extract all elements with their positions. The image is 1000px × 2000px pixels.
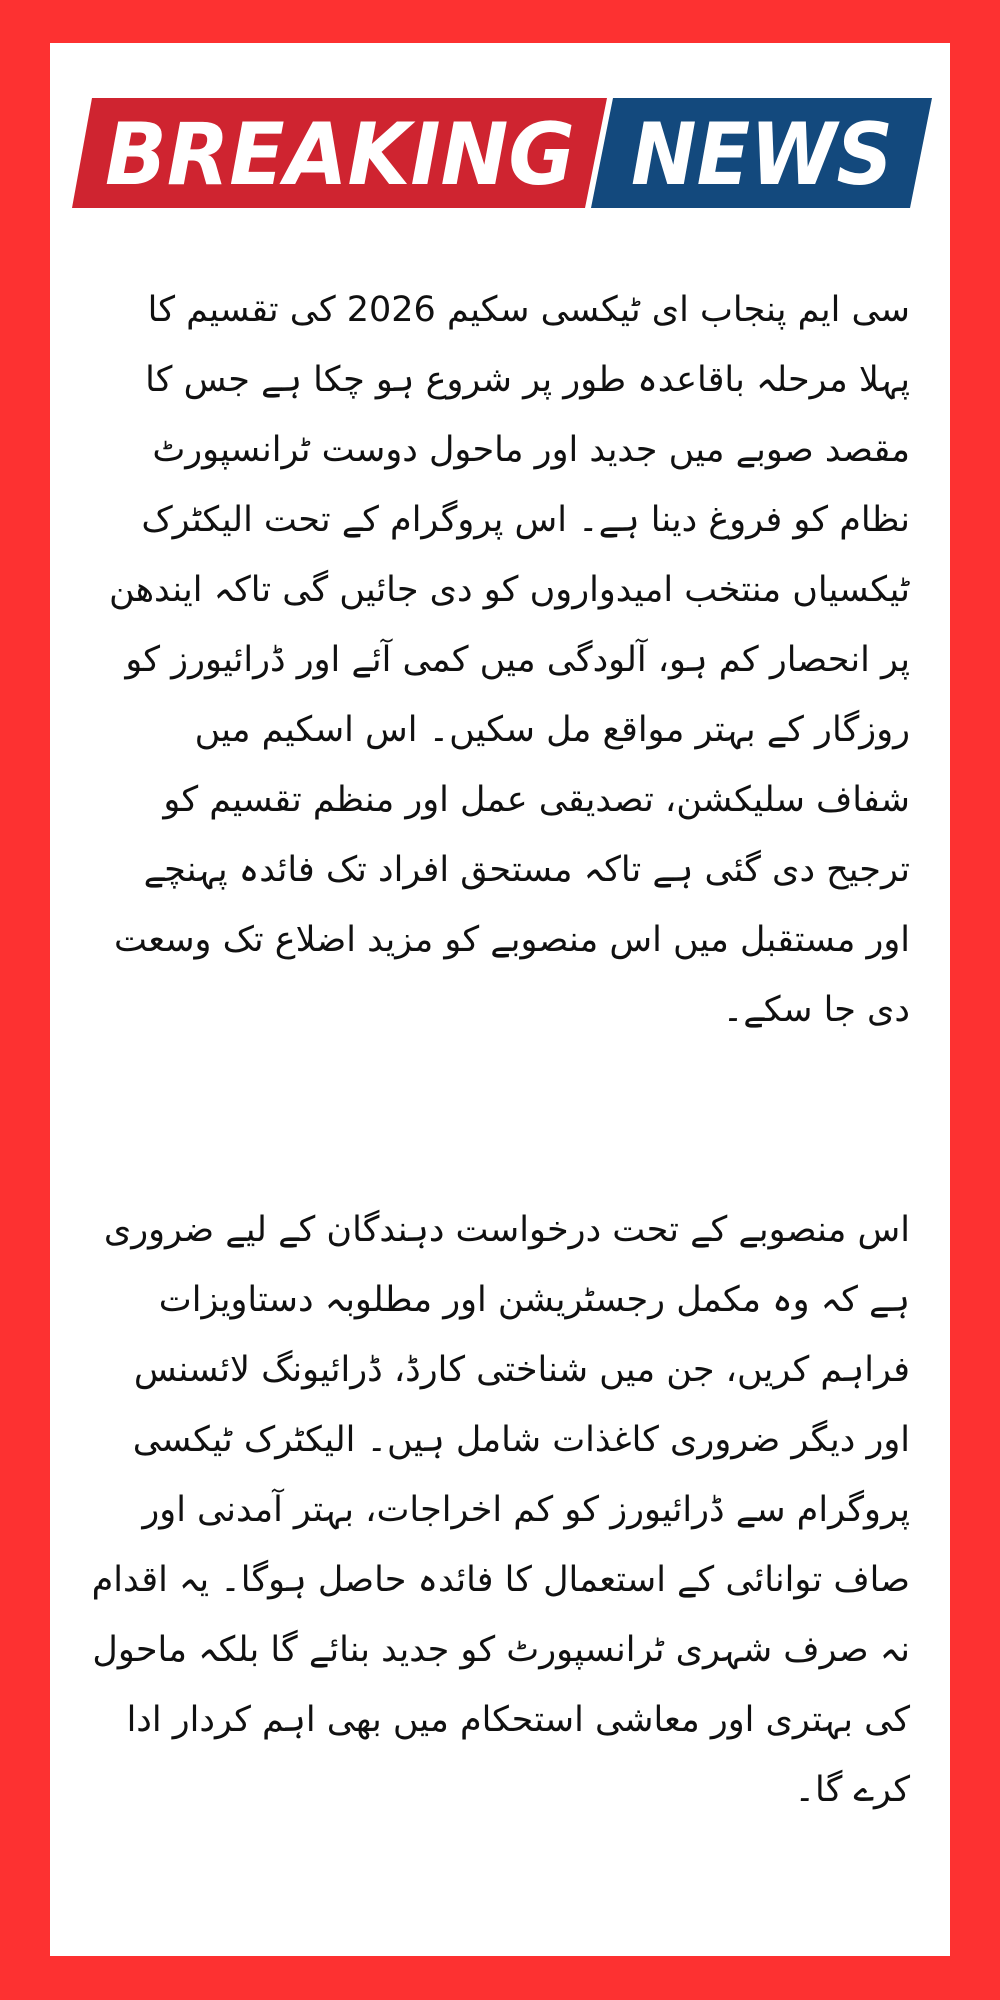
article-card — [50, 43, 950, 1956]
banner-word-news: NEWS — [631, 105, 893, 205]
article-paragraph-1: سی ایم پنجاب ای ٹیکسی سکیم 2026 کی تقسیم کا پہلا مرحلہ باقاعدہ طور پر شروع ہو چکا ہے جس کا مقصد صوبے میں جدید اور ماحول دوست ٹرانسپورٹ نظام کو فروغ دینا ہے۔ اس پروگرام کے تحت الیکٹرک ٹیکسیاں منتخب امیدواروں کو دی جائیں گی تاکہ ایندھن پر انحصار کم ہو، آلودگی میں کمی آئے اور ڈرائیورز کو روزگار کے بہتر مواقع مل سکیں۔ اس اسکیم میں شفاف سلیکشن، تصدیقی عمل اور منظم تقسیم کو ترجیح دی گئی ہے تاکہ مستحق افراد تک فائدہ پہنچے اور مستقبل میں اس منصوبے کو مزید اضلاع تک وسعت دی جا سکے۔ — [108, 290, 910, 1030]
breaking-news-graphic — [72, 98, 932, 208]
article-paragraph-2: اس منصوبے کے تحت درخواست دہندگان کے لیے ضروری ہے کہ وہ مکمل رجسٹریشن اور مطلوبہ دستاویزات فراہم کریں، جن میں شناختی کارڈ، ڈرائیونگ لائسنس اور دیگر ضروری کاغذات شامل ہیں۔ الیکٹرک ٹیکسی پروگرام سے ڈرائیورز کو کم اخراجات، بہتر آمدنی اور صاف توانائی کے استعمال کا فائدہ حاصل ہوگا۔ یہ اقدام نہ صرف شہری ٹرانسپورٹ کو جدید بنائے گا بلکہ ماحول کی بہتری اور معاشی استحکام میں بھی اہم کردار ادا کرے گا۔ — [91, 1210, 910, 1810]
breaking-news-banner — [72, 98, 932, 208]
banner-word-breaking: BREAKING — [105, 105, 575, 205]
